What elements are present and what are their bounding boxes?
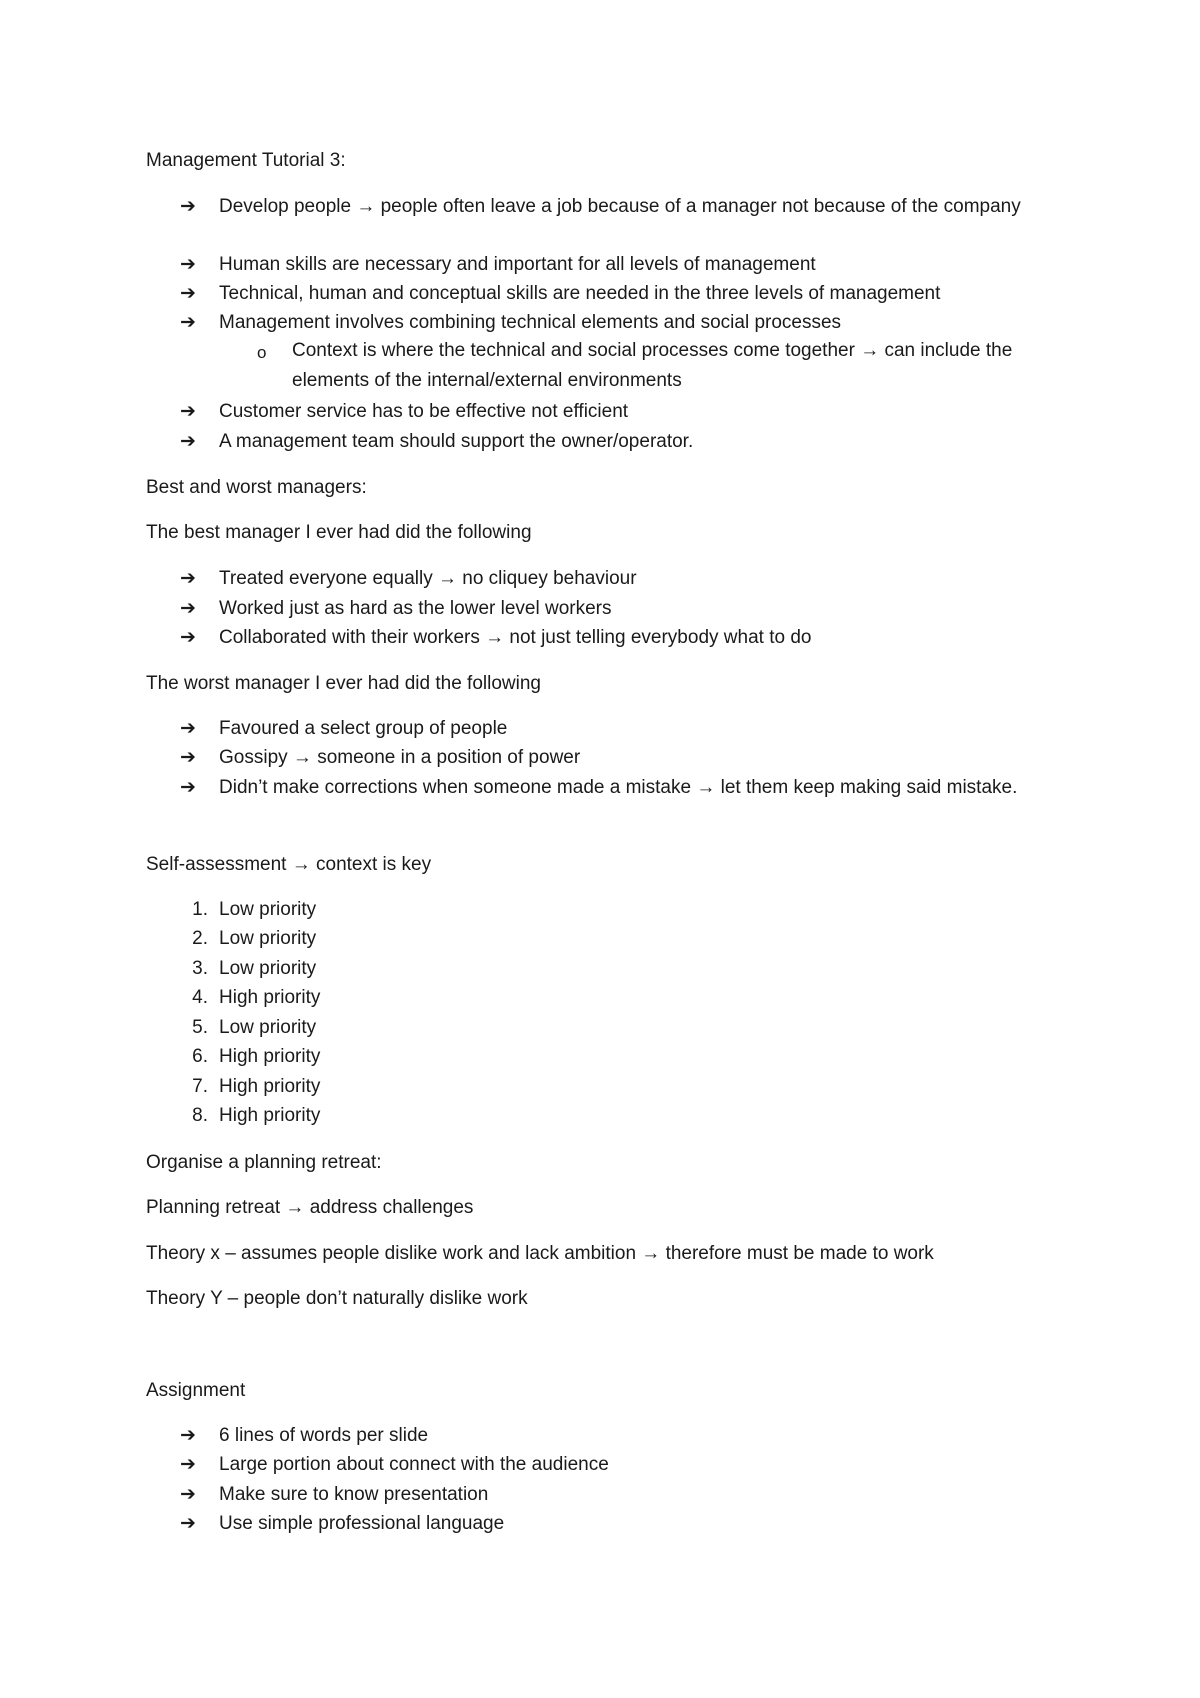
- priority-item: High priority: [219, 987, 321, 1008]
- priority-item: High priority: [219, 1076, 321, 1097]
- list-item: Technical, human and conceptual skills are needed in the three levels of management: [219, 283, 941, 304]
- list-item: Treated everyone equally → no cliquey behaviour: [219, 568, 637, 589]
- priority-item: Low priority: [219, 928, 317, 949]
- list-item: Collaborated with their workers → not just telling everybody what to do: [219, 627, 812, 648]
- arrow-bullet-icon: ➔: [180, 568, 196, 589]
- arrow-bullet-icon: ➔: [180, 598, 196, 619]
- arrow-bullet-icon: ➔: [180, 196, 196, 217]
- arrow-bullet-icon: ➔: [180, 777, 196, 798]
- list-number: 6.: [192, 1046, 208, 1067]
- arrow-bullet-icon: ➔: [180, 431, 196, 452]
- page-title: Management Tutorial 3:: [146, 150, 346, 171]
- list-item: Make sure to know presentation: [219, 1484, 489, 1505]
- arrow-bullet-icon: ➔: [180, 747, 196, 768]
- list-item: Use simple professional language: [219, 1513, 505, 1534]
- priority-item: Low priority: [219, 958, 317, 979]
- arrow-bullet-icon: ➔: [180, 401, 196, 422]
- list-number: 2.: [192, 928, 208, 949]
- arrow-bullet-icon: ➔: [180, 312, 196, 333]
- list-number: 1.: [192, 899, 208, 920]
- sub-bullet-marker: o: [257, 343, 267, 362]
- section-heading-self-assessment: Self-assessment → context is key: [146, 854, 432, 875]
- list-number: 8.: [192, 1105, 208, 1126]
- arrow-bullet-icon: ➔: [180, 283, 196, 304]
- theory-y-line: Theory Y – people don’t naturally dislike work: [146, 1288, 528, 1309]
- list-item: Human skills are necessary and important for all levels of management: [219, 254, 816, 275]
- arrow-bullet-icon: ➔: [180, 1454, 196, 1475]
- arrow-bullet-icon: ➔: [180, 627, 196, 648]
- priority-item: Low priority: [219, 1017, 317, 1038]
- list-item: Favoured a select group of people: [219, 718, 508, 739]
- sub-list-item: Context is where the technical and social processes come together → can include the elements of the internal/external environments: [292, 340, 1013, 391]
- list-item: Develop people → people often leave a job because of a manager not because of the company: [219, 196, 1021, 217]
- list-item: Gossipy → someone in a position of power: [219, 747, 581, 768]
- arrow-bullet-icon: ➔: [180, 254, 196, 275]
- list-item: Management involves combining technical elements and social processes: [219, 312, 842, 333]
- retreat-line: Planning retreat → address challenges: [146, 1197, 474, 1218]
- priority-item: Low priority: [219, 899, 317, 920]
- list-item: A management team should support the owner/operator.: [219, 431, 694, 452]
- section-heading-best: The best manager I ever had did the following: [146, 522, 532, 543]
- list-item: Worked just as hard as the lower level workers: [219, 598, 612, 619]
- priority-item: High priority: [219, 1105, 321, 1126]
- arrow-bullet-icon: ➔: [180, 718, 196, 739]
- list-item: Didn’t make corrections when someone made a mistake → let them keep making said mistake.: [219, 777, 1018, 798]
- arrow-bullet-icon: ➔: [180, 1425, 196, 1446]
- list-number: 5.: [192, 1017, 208, 1038]
- theory-x-line: Theory x – assumes people dislike work and lack ambition → therefore must be made to work: [146, 1243, 934, 1264]
- list-number: 3.: [192, 958, 208, 979]
- list-number: 7.: [192, 1076, 208, 1097]
- section-heading-retreat: Organise a planning retreat:: [146, 1152, 382, 1173]
- section-heading-assignment: Assignment: [146, 1380, 246, 1401]
- list-item: Customer service has to be effective not efficient: [219, 401, 629, 422]
- arrow-bullet-icon: ➔: [180, 1484, 196, 1505]
- section-heading-worst: The worst manager I ever had did the following: [146, 673, 541, 694]
- list-item: Large portion about connect with the audience: [219, 1454, 609, 1475]
- section-heading-best-worst: Best and worst managers:: [146, 477, 367, 498]
- list-number: 4.: [192, 987, 208, 1008]
- priority-item: High priority: [219, 1046, 321, 1067]
- arrow-bullet-icon: ➔: [180, 1513, 196, 1534]
- list-item: 6 lines of words per slide: [219, 1425, 429, 1446]
